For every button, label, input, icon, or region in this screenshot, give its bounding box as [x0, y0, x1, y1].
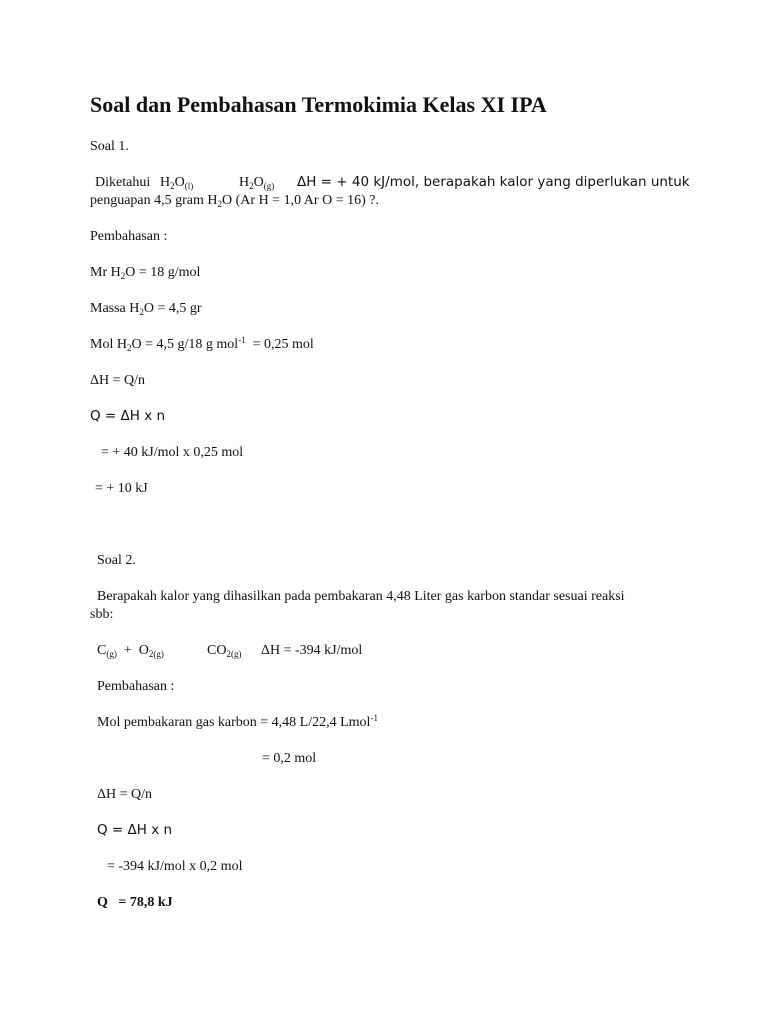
soal-1-heading: Soal 1. [90, 139, 129, 154]
mr-line: Mr $H_2O = 18$ g/mol [90, 265, 201, 281]
q-formula: Q = ΔH x n [90, 408, 166, 424]
calc-line-3: = -394 kJ/mol x 0,2 mol [107, 859, 243, 874]
delta-h-formula: ΔH = Q/n [90, 373, 146, 388]
soal-2-question-line-2: sbb: [90, 607, 114, 622]
combustion-product: $CO_{2(g)}$ [207, 643, 242, 659]
combustion-delta-h: ΔH = -394 kJ/mol [261, 643, 363, 658]
calc-line-2: = + 10 kJ [95, 481, 148, 496]
soal-1-question-line-1 [95, 174, 150, 191]
final-answer: Q = 78,8 kJ [97, 895, 173, 910]
calc-line-1: = + 40 kJ/mol x 0,25 mol [101, 445, 244, 460]
mol-result: = 0,2 mol [262, 751, 317, 766]
soal-2-question-line-1: Berapakah kalor yang dihasilkan pada pembakaran 4,48 Liter gas karbon standar sesuai reaksi [97, 589, 625, 604]
mol-line: Mol $H_2O = 4,5$ g/18 g mol$^{-1}$ = 0,25 mol [90, 335, 314, 353]
page-title: Soal dan Pembahasan Termokimia Kelas XI IPA [90, 92, 547, 117]
question-prefix: Diketahui [95, 175, 151, 190]
soal-1-question-line-2: penguapan 4,5 gram $H_2O$ (Ar H = 1,0 Ar O = 16) ?. [90, 193, 379, 209]
soal-2-heading: Soal 2. [97, 553, 136, 568]
combustion-reactants: $C_{(g)} + O_{2(g)}$ [97, 643, 164, 659]
product-formula: $H_2O_{(g)}$ [239, 175, 275, 191]
reactant-formula: $H_2O_{(l)}$ [160, 175, 194, 191]
massa-line: Massa $H_2O = 4,5$ gr [90, 301, 202, 317]
q-formula-2: Q = ΔH x n [97, 822, 173, 838]
soal-2-pembahasan: Pembahasan : [97, 679, 175, 694]
soal-1-pembahasan: Pembahasan : [90, 229, 168, 244]
mol-karbon-line: Mol pembakaran gas karbon = 4,48 L/22,4 Lmol$^{-1}$ [97, 713, 378, 730]
delta-h-formula-2: ΔH = Q/n [97, 787, 153, 802]
question-text: ΔH = + 40 kJ/mol, berapakah kalor yang diperlukan untuk [297, 174, 690, 190]
